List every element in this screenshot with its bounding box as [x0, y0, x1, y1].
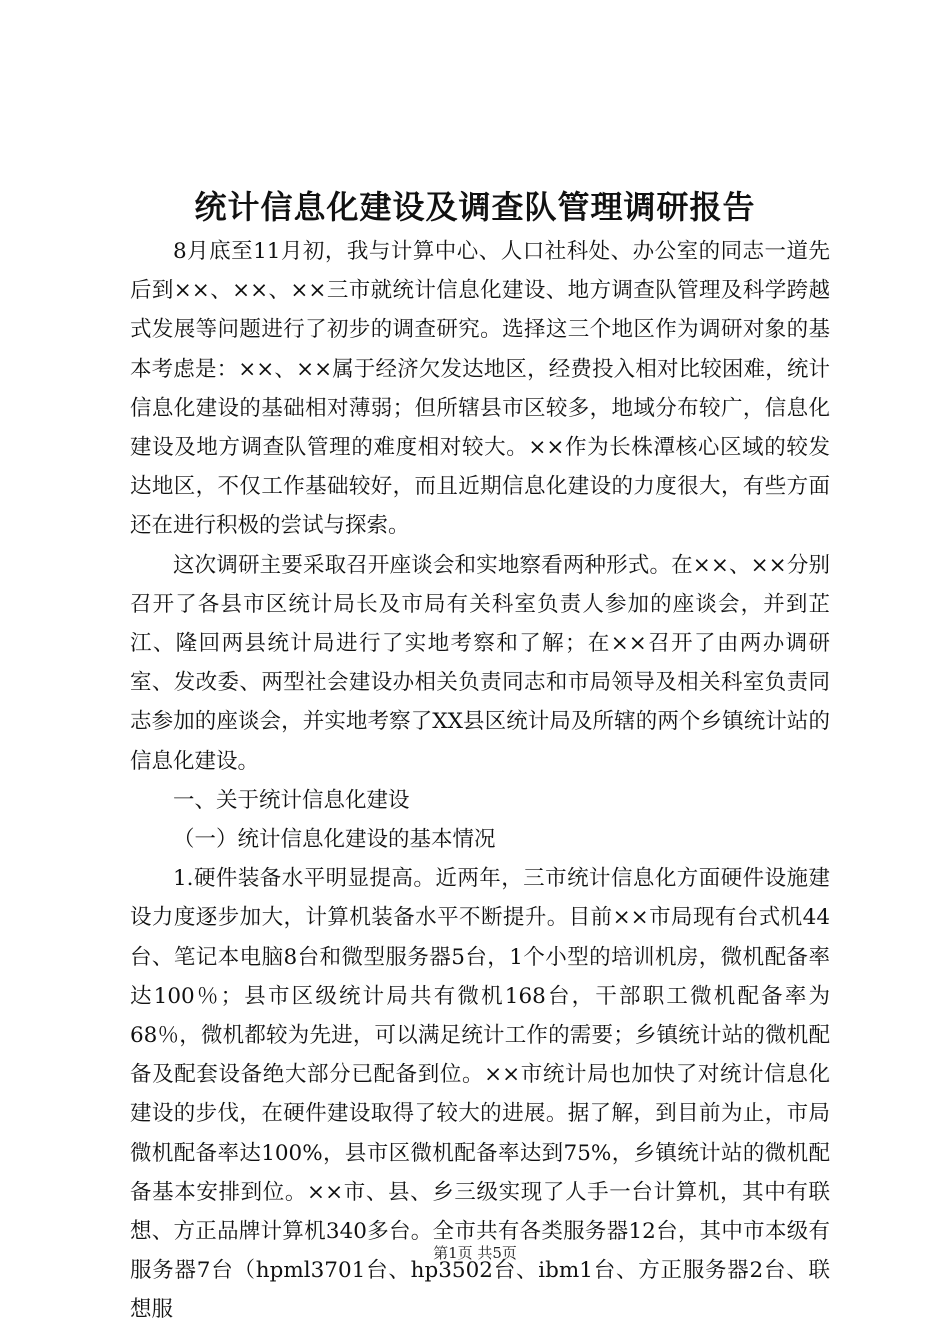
- subsection-heading-1: （一）统计信息化建设的基本情况: [173, 827, 496, 853]
- paragraph-method: 这次调研主要采取召开座谈会和实地察看两种形式。在××、××分别召开了各县市区统计局长及市局有关科室负责人参加的座谈会，并到芷江、隆回两县统计局进行了实地考察和了解；在××召开了由两办调研室、发改委、两型社会建设办相关负责同志和市局领导及相关科室负责同志参加的座谈会，并实地考察了XX县区统计局及所辖的两个乡镇统计站的信息化建设。: [130, 552, 830, 774]
- page-footer: 第1页 共5页: [433, 1244, 517, 1262]
- section-heading-1: 一、关于统计信息化建设: [173, 787, 410, 813]
- document-body: [130, 232, 830, 1330]
- paragraph-hardware: 1.硬件装备水平明显提高。近两年，三市统计信息化方面硬件设施建设力度逐步加大，计算机装备水平不断提升。目前××市局现有台式机44台、笔记本电脑8台和微型服务器5台，1个小型的培训机房，微机配备率达100％；县市区级统计局共有微机168台，干部职工微机配备率为68％，微机都较为先进，可以满足统计工作的需要；乡镇统计站的微机配备及配套设备绝大部分已配备到位。××市统计局也加快了对统计信息化建设的步伐，在硬件建设取得了较大的进展。据了解，到目前为止，市局微机配备率达100%，县市区微机配备率达到75%，乡镇统计站的微机配备基本安排到位。××市、县、乡三级实现了人手一台计算机，其中有联想、方正品牌计算机340多台。全市共有各类服务器12台，其中市本级有服务器7台（hpml3701台、hp3502台、ibm1台、方正服务器2台、联想服: [130, 866, 830, 1323]
- document-title: 统计信息化建设及调查队管理调研报告: [194, 188, 756, 226]
- paragraph-intro: 8月底至11月初，我与计算中心、人口社科处、办公室的同志一道先后到××、××、××三市就统计信息化建设、地方调查队管理及科学跨越式发展等问题进行了初步的调查研究。选择这三个地区作为调研对象的基本考虑是：××、××属于经济欠发达地区，经费投入相对比较困难，统计信息化建设的基础相对薄弱；但所辖县市区较多，地域分布较广，信息化建设及地方调查队管理的难度相对较大。××作为长株潭核心区域的较发达地区，不仅工作基础较好，而且近期信息化建设的力度很大，有些方面还在进行积极的尝试与探索。: [130, 239, 830, 539]
